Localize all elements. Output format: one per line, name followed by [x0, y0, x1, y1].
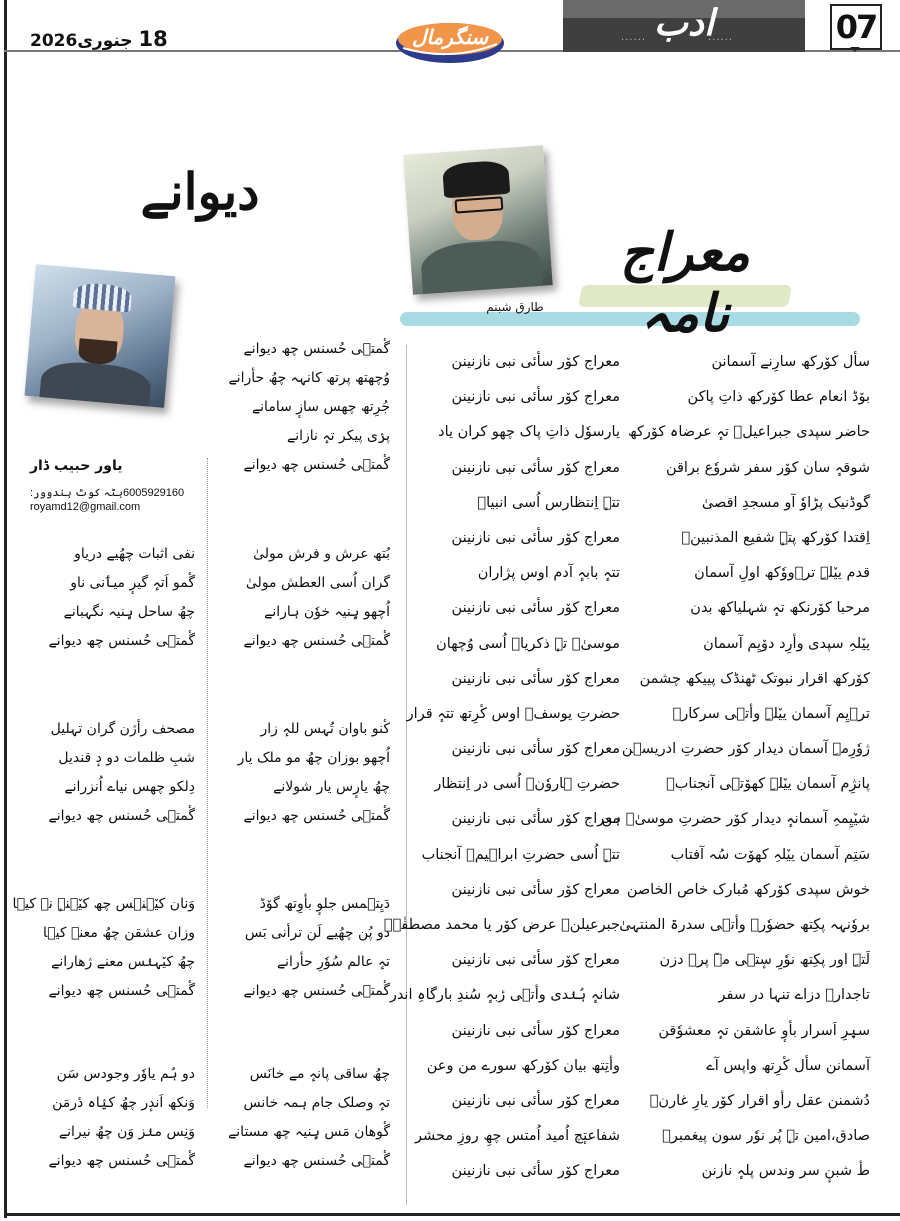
verse-line: تاجدارؐ دزاے تنہا در سفر	[718, 987, 870, 1004]
verse-line: تہٕ عالم سُوٗرِ حأرانے	[276, 954, 390, 970]
issue-date	[30, 27, 168, 51]
poet-phone: 6005929160	[122, 487, 185, 499]
poem-1-column-right	[601, 345, 870, 1190]
poem-2-title: دیوانے	[140, 162, 260, 221]
verse-line: گٔمتؐی حُسنس چھ دیوانے	[48, 808, 195, 824]
verse-line: معراج کوٚر سأئی نبی نازنینن	[451, 459, 620, 476]
verse-line: معراج کوٚر سأئی نبی نازنینن	[451, 529, 620, 546]
verse-line: معراج کوٚر سأئی نبی نازنینن	[451, 811, 620, 828]
page-number-arrow-icon	[850, 47, 860, 52]
stanza	[25, 715, 195, 831]
verse-line: معراج کوٚر سأئی نبی نازنینن	[451, 1022, 620, 1039]
photo-hair-shape	[442, 160, 510, 199]
verse-line: تہٕ وصلک جام ہمہ خانس	[243, 1095, 390, 1111]
verse-line: قدم ییٚلہِ ترٛووٗکھ اولِ آسمان	[694, 565, 870, 582]
poem-1-title: معراج نامہ	[620, 222, 750, 344]
verse-line: سیٖرِ اَسرار بأوٕ عاشقن تہٕ معشوٗقن	[658, 1022, 870, 1039]
verse-line: گٔمتؐی حُسنس چھ دیوانے	[48, 633, 195, 649]
verse-line: گٔمتؐی حُسنس چھ دیوانے	[243, 457, 390, 473]
verse-line: بُتھ عرش و فرش مولیٰ	[253, 546, 390, 562]
stanza	[220, 1060, 390, 1176]
photo-beard-shape	[78, 338, 118, 365]
date-day: 18	[138, 27, 168, 51]
photo-body-shape	[420, 238, 544, 295]
verse-line: گٔمتؐی حُسنس چھ دیوانے	[48, 983, 195, 999]
verse-line: معراج کوٚر سأئی نبی نازنینن	[451, 1163, 620, 1180]
page-frame-left	[4, 0, 7, 1218]
verse-line: معراج کوٚر سأئی نبی نازنینن	[451, 600, 620, 617]
verse-line: حضرتِ ہاروٗنؑ اُسی در اِنتظار	[434, 776, 620, 793]
verse-line: گٔمتؐی حُسنس چھ دیوانے	[48, 1153, 195, 1169]
verse-line: معراج کوٚر سأئی نبی نازنینن	[451, 354, 620, 370]
photo-body-shape	[38, 359, 152, 408]
poet-address: بٹہ کوٹ ہندوور:	[30, 487, 123, 499]
verse-line: گوڈنیک پڑاوٗ آو مسجدِ اقصیٰ	[701, 494, 870, 511]
verse-line: شوقہٕ سان کوٚر سفر شروٗع براقن	[665, 459, 870, 476]
verse-line: دو ہُم یاوٗر وجودس سَن	[56, 1066, 195, 1082]
verse-line: یارسوٗل ذاتِ پاک چھو کران یاد	[438, 424, 620, 441]
verse-line: دِلکو چھس نیاے اُنزرانے	[64, 779, 195, 795]
poet-photo-tariq	[403, 145, 552, 294]
verse-line: ترٛیِم آسمان ییٚلہِ وأتؐی سرکارؐ	[672, 705, 870, 722]
verse-line: وأتِتھ بیان کوٚرکھ سورے من وعن	[426, 1057, 620, 1074]
stanza	[220, 540, 390, 656]
verse-line: اُچھو ہٕنیہ خوٗن ہارانے	[264, 604, 390, 620]
date-month: جنوری	[77, 31, 133, 51]
poem-1-poet: طارق شبنم	[486, 300, 544, 314]
verse-line: پانژِم آسمان ییٚلہِ کھوٚتؐی آنجنابؐ	[666, 776, 870, 793]
section-title: ادب	[654, 2, 714, 44]
verse-line: جبرعیلنؑ عرض کوٚر یا محمد مصطفٰےؐ	[383, 917, 620, 933]
verse-line: چھُ ساحل ہٕنیہ نگہبانے	[63, 604, 195, 620]
verse-line: جُرِتھ چھس سازٕ سامانے	[251, 399, 390, 415]
verse-line: تتہٕ اِنتظارس اُسی انبیاؑ	[477, 494, 620, 511]
page-number-box	[830, 4, 882, 50]
verse-line: حضرتِ یوسفؑ اوس کٔرِتھ تتہٕ قرار	[406, 705, 620, 722]
banner-dots-right: ......	[708, 32, 734, 43]
verse-line: وُچھتھ پرتھ کانہہ چھُ حأرانے	[228, 370, 390, 386]
verse-line: چھُ یارٕس یار شولانے	[273, 779, 390, 795]
verse-line: دَیِتؐمس جلوٕ بأوِتھ گوٚڈ	[259, 896, 390, 912]
verse-line: چھُ ساقی پانہٕ مے خانَس	[249, 1066, 390, 1082]
verse-line: معراج کوٚر سأئی نبی نازنینن	[451, 952, 620, 969]
verse-line: وزان عشقن چھُ معنے کیٛا	[42, 925, 195, 941]
column-divider	[406, 345, 407, 1205]
photo-cap-shape	[72, 282, 132, 313]
logo-text: سنگرمال	[411, 25, 489, 49]
verse-line: گٔمو اَتہٕ گیرٕ میٲنی ناو	[70, 575, 195, 591]
verse-line: تتہٕ اُسی حضرتِ ابراہیمؑ آنجناب	[421, 846, 620, 863]
verse-line: نفی اثبات چھُیے دریاو	[74, 546, 195, 562]
poem-2-poet: یاور حبیب ڈار	[30, 458, 123, 474]
verse-line: موسیٰؑ تہٕ ذکریاؑ اُسی وُچھان	[436, 635, 620, 652]
verse-line: ییٚلہِ سپدی وأرِد دوٚیِم آسمان	[703, 635, 870, 652]
verse-line: گٔمتؐی حُسنس چھ دیوانے	[243, 808, 390, 824]
verse-line: صادق،امین تہٕ پُر نوٗر سون پیغمبرؐ	[662, 1128, 870, 1145]
column-divider-dotted	[207, 458, 208, 1108]
verse-line: سأل کوٚرکھ سارِنے آسمانن	[711, 354, 870, 370]
verse-line: دُشمنن عقل رأو اقرار کوٚر یارِ غارنؓ	[649, 1092, 870, 1109]
stanza	[25, 540, 195, 656]
verse-line: چھُ کیٚہنٛس معنے ژھارانے	[51, 954, 195, 970]
stanza	[220, 715, 390, 831]
stanza	[220, 335, 390, 480]
verse-line: اِقتدا کوٚرکھ پتہٕ شفیع المذنبینؐ	[681, 529, 870, 546]
verse-line: حاضر سپدی جبراعیلؑ تہٕ عرضاہ کوٚرکھ	[627, 424, 870, 441]
verse-line: گٔوھان مَس ہٕنیہ چھ مستانے	[228, 1124, 390, 1140]
page-number: 07	[835, 8, 877, 46]
poem-1-column-left	[383, 345, 620, 1190]
verse-line: گران اُسی العطش مولیٰ	[245, 575, 390, 591]
verse-line: مصحف رأژن گران تہلیل	[50, 721, 195, 737]
verse-line: شانہٕ ہُنٛدی وأتؐی رٔبہٕ سُندِ بارگاہِ اندر	[389, 987, 620, 1004]
verse-line: آسمانن سأل کٔرِتھ واپس آے	[706, 1057, 870, 1074]
verse-line: طٔ شبنٕ سر وندس پلہٕ نازنن	[701, 1163, 870, 1180]
verse-line: وَنِس منٛز وَن چھُ نیرانے	[58, 1124, 195, 1140]
stanza	[12, 890, 195, 1006]
verse-line: معراج کوٚر سأئی نبی نازنینن	[451, 389, 620, 406]
stanza	[220, 890, 390, 1006]
verse-line: پرٛی پیکر تہٕ نازانے	[287, 428, 390, 444]
date-year: 2026	[30, 31, 78, 51]
verse-line: گٔمتؐی حُسنس چھ دیوانے	[243, 1153, 390, 1169]
verse-line: کٔنو باوان تُہس للہٕ زار	[260, 721, 390, 737]
verse-line: وَنان کیٚہنٛس چھ کیٚہنہٕ نے کیٛا	[12, 896, 195, 912]
verse-line: معراج کوٚر سأئی نبی نازنینن	[451, 741, 620, 758]
verse-line: بوٚڈ انعام عطا کوٚرکھ ذاتِ پاکن	[687, 389, 870, 406]
verse-line: معراج کوٚر سأئی نبی نازنینن	[451, 670, 620, 687]
page-frame-bottom	[4, 1213, 900, 1216]
verse-line: دو پُن چھُیے لَن ترأنی بَس	[244, 925, 390, 941]
verse-line: گٔمتؐی حُسنس چھ دیوانے	[243, 633, 390, 649]
poem-2-contact	[30, 486, 200, 514]
verse-line: مرحبا کوٚرنکھ تہٕ شہلیاکھ بدن	[690, 600, 870, 617]
verse-line: شیٚیِمہِ آسمانہٕ دیدار کوٚر حضرتِ موسیٰؑ ہن	[601, 811, 870, 828]
stanza	[25, 1060, 195, 1176]
section-banner	[563, 0, 805, 52]
verse-line: گٔمتؐی حُسنس چھ دیوانے	[243, 983, 390, 999]
banner-dots-left: ......	[621, 32, 647, 43]
verse-line: خوش سپدی کوٚرکھ مُبارک خاص الخاصن	[626, 881, 870, 898]
verse-line: شفاعتٕچ اُمید اُمتس چھِ روزِ محشر	[415, 1128, 620, 1145]
verse-line: تتہٕ بابہٕ آدم اوس پژاران	[477, 565, 620, 582]
verse-line: کوٚرکھ اقرار نبوتک ٹھنڈک پییکھ چشمن	[639, 670, 870, 687]
verse-line: معراج کوٚر سأئی نبی نازنینن	[451, 881, 620, 898]
verse-line: لَتہِ اور پکِتھ نوٗرِ سٕتؐی مےٚ پرٛ دزن	[659, 952, 870, 969]
verse-line: بروٗنہہ پکِتھ حضوٗرؐ وأتؐی سدرۃ المنتہیٰ	[619, 917, 870, 933]
verse-line: معراج کوٚر سأئی نبی نازنینن	[451, 1092, 620, 1109]
verse-line: گٔمتؐی حُسنس چھ دیوانے	[243, 341, 390, 357]
verse-line: وَنکھ اَندٕر چھُ کیٛاہ دٔرمَن	[52, 1095, 195, 1111]
newspaper-logo[interactable]	[395, 22, 505, 64]
verse-line: شبِ ظلمات دو دٕ قندیل	[58, 750, 195, 766]
verse-line: سَتِم آسمان ییٚلہِ کھوٚت سُہ آفتاب	[670, 846, 870, 863]
verse-line: ژوٗرِمہِ آسمان دیدار کوٚر حضرتِ ادریسؑن	[621, 741, 870, 758]
verse-line: اُچھو بوزان چھُ مو ملک یار	[237, 750, 390, 766]
poet-photo-yawar	[25, 264, 176, 408]
poet-email[interactable]: royamd12@gmail.com	[30, 501, 141, 513]
